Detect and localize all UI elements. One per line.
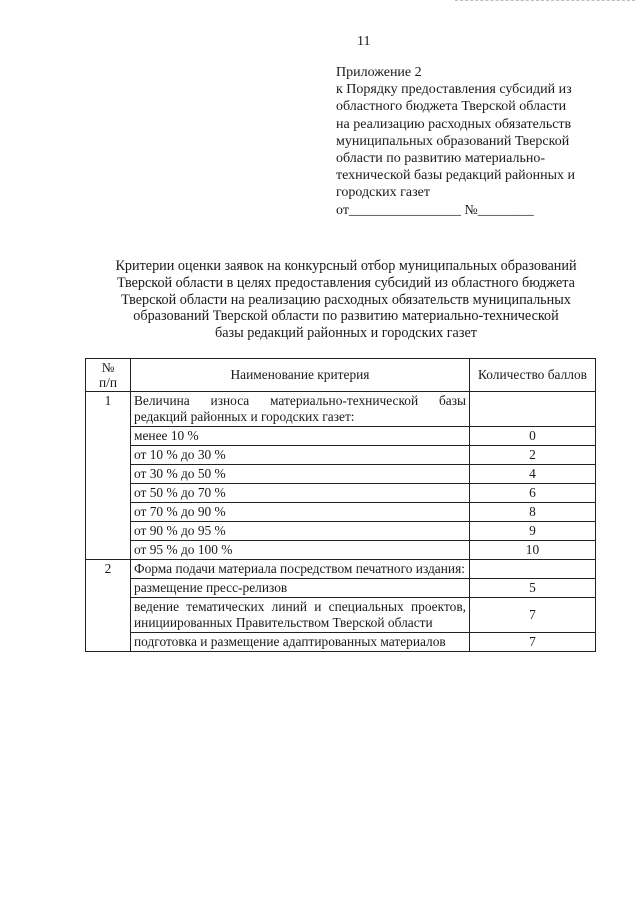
appendix-line: городских газет — [336, 185, 430, 201]
points-value: 4 — [470, 465, 596, 484]
appendix-line: на реализацию расходных обязательств — [336, 116, 572, 132]
points-value: 0 — [470, 427, 596, 446]
points-value: 2 — [470, 446, 596, 465]
table-row — [86, 522, 596, 541]
section-number: 2 — [86, 560, 131, 652]
header-num: № п/п — [86, 359, 131, 392]
document-title — [96, 258, 596, 342]
points-cell-empty — [470, 560, 596, 579]
page-number: 11 — [357, 34, 371, 49]
table-row — [86, 598, 596, 633]
criterion-item: от 70 % до 90 % — [131, 503, 470, 522]
criterion-item: от 95 % до 100 % — [131, 541, 470, 560]
section-title: Форма подачи материала посредством печатного издания: — [131, 560, 470, 579]
points-value: 7 — [470, 598, 596, 633]
criterion-item: размещение пресс-релизов — [131, 579, 470, 598]
header-points: Количество баллов — [470, 359, 596, 392]
appendix-line: муниципальных образований Тверской — [336, 133, 570, 149]
table-row — [86, 541, 596, 560]
criterion-item: от 50 % до 70 % — [131, 484, 470, 503]
criterion-item: от 90 % до 95 % — [131, 522, 470, 541]
table-row — [86, 446, 596, 465]
criterion-item: от 30 % до 50 % — [131, 465, 470, 484]
section-number: 1 — [86, 392, 131, 560]
table-header-row — [86, 359, 596, 392]
title-line: образований Тверской области по развитию материально-технической — [133, 308, 559, 325]
criterion-item: подготовка и размещение адаптированных материалов — [131, 633, 470, 652]
points-cell-empty — [470, 392, 596, 427]
appendix-line: технической базы редакций районных и — [336, 168, 576, 184]
title-line: Тверской области на реализацию расходных обязательств муниципальных — [121, 291, 571, 308]
criterion-item: менее 10 % — [131, 427, 470, 446]
table-row — [86, 503, 596, 522]
criterion-item: от 10 % до 30 % — [131, 446, 470, 465]
appendix-line: к Порядку предоставления субсидий из — [336, 82, 572, 98]
points-value: 7 — [470, 633, 596, 652]
appendix-line: областного бюджета Тверской области — [336, 99, 567, 115]
table-row — [86, 392, 596, 427]
criteria-table — [85, 358, 596, 652]
points-value: 5 — [470, 579, 596, 598]
table-row — [86, 560, 596, 579]
table-row — [86, 484, 596, 503]
title-line: базы редакций районных и городских газет — [215, 325, 477, 342]
appendix-date-number-line: от________________ №________ — [336, 202, 534, 218]
table-row — [86, 579, 596, 598]
section-title: Величина износа материально-технической базы редакций районных и городских газет: — [131, 392, 470, 427]
criterion-item: ведение тематических линий и специальных проектов, инициированных Правительством Тверской области — [131, 598, 470, 633]
table-row — [86, 465, 596, 484]
title-line: Тверской области в целях предоставления субсидий из областного бюджета — [117, 274, 575, 291]
points-value: 9 — [470, 522, 596, 541]
points-value: 10 — [470, 541, 596, 560]
title-line: Критерии оценки заявок на конкурсный отбор муниципальных образований — [115, 258, 577, 274]
points-value: 8 — [470, 503, 596, 522]
table-row — [86, 633, 596, 652]
appendix-title: Приложение 2 — [336, 65, 422, 80]
appendix-block — [336, 64, 604, 219]
appendix-line: области по развитию материально- — [336, 151, 546, 167]
points-value: 6 — [470, 484, 596, 503]
header-criterion: Наименование критерия — [131, 359, 470, 392]
table-row — [86, 427, 596, 446]
scan-top-marks — [455, 0, 635, 5]
